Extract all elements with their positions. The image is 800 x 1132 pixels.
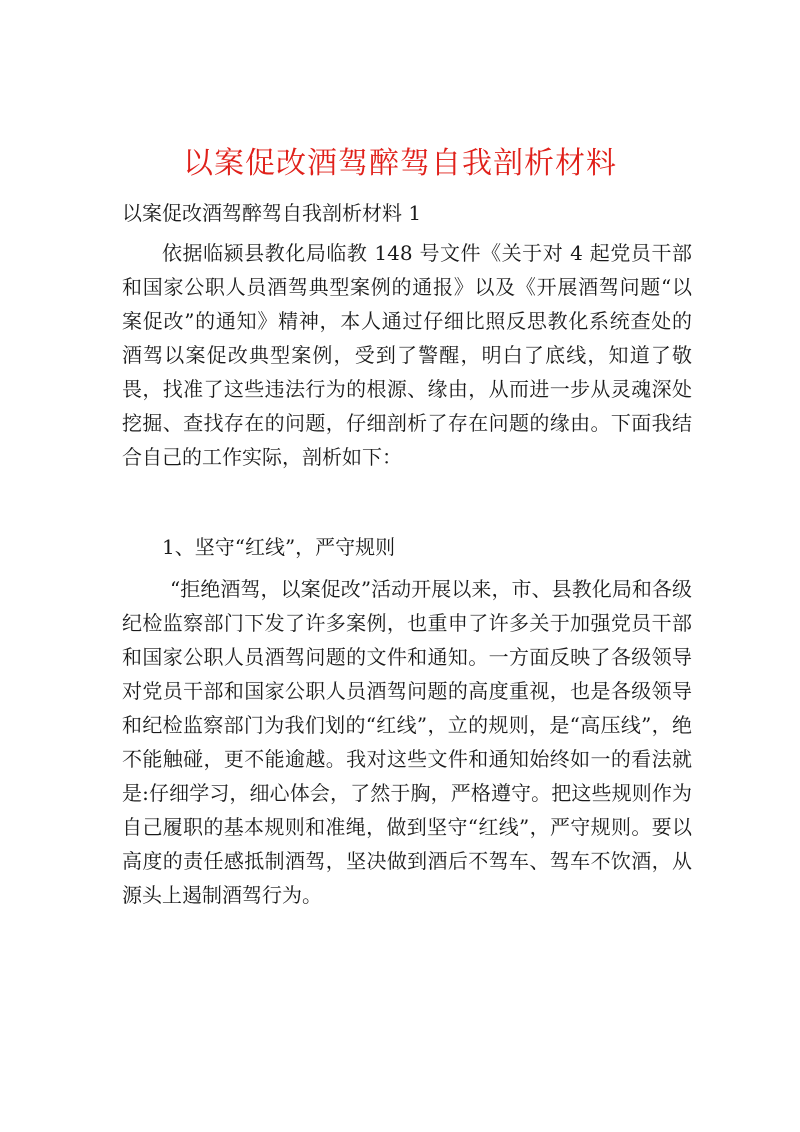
body-paragraph-intro: 依据临颍县教化局临教 148 号文件《关于对 4 起党员干部和国家公职人员酒驾典型案例的通报》以及《开展酒驾问题“以案促改”的通知》精神，本人通过仔细比照反思教化系统查处的酒驾以案促改典型案例，受到了警醒，明白了底线，知道了敬畏，找准了这些违法行为的根源、缘由，从而进一步从灵魂深处挖掘、查找存在的问题，仔细剖析了存在问题的缘由。下面我结合自己的工作实际，剖析如下： [122,241,692,469]
document-title: 以案促改酒驾醉驾自我剖析材料 [183,146,617,182]
document-subtitle: 以案促改酒驾醉驾自我剖析材料 1 [122,201,422,225]
body-paragraph-section-1: “拒绝酒驾，以案促改”活动开展以来，市、县教化局和各级纪检监察部门下发了许多案例，也重申了许多关于加强党员干部和国家公职人员酒驾问题的文件和通知。一方面反映了各级领导对党员干部和国家公职人员酒驾问题的高度重视，也是各级领导和纪检监察部门为我们划的“红线”，立的规则，是“高压线”，绝不能触碰，更不能逾越。我对这些文件和通知始终如一的看法就是:仔细学习，细心体会，了然于胸，严格遵守。把这些规则作为自己履职的基本规则和准绳，做到坚守“红线”，严守规则。要以高度的责任感抵制酒驾，坚决做到酒后不驾车、驾车不饮酒，从源头上遏制酒驾行为。 [122,577,692,907]
section-heading: 1、坚守“红线”，严守规则 [162,535,396,559]
